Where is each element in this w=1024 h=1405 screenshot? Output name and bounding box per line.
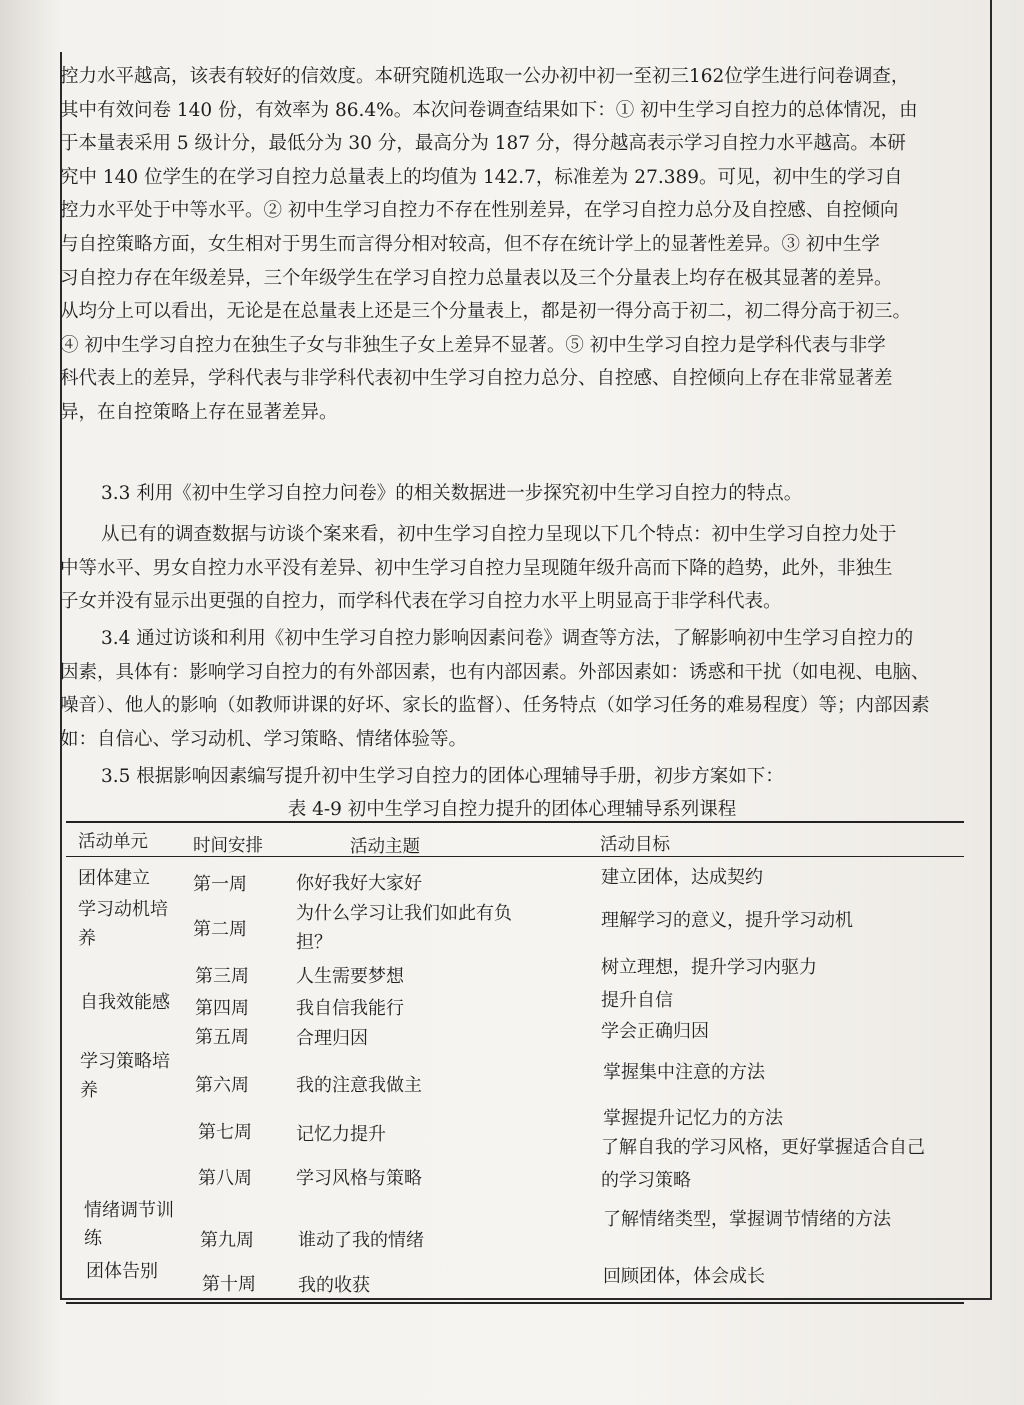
text-line: 与自控策略方面，女生相对于男生而言得分相对较高，但不存在统计学上的显著性差异。③ 初中生学	[60, 233, 880, 255]
table-bottom-rule	[66, 1302, 964, 1304]
frame-bottom-border	[60, 1298, 992, 1300]
goal-cell: 掌握集中注意的方法	[603, 1062, 765, 1083]
paragraph-survey-results	[60, 60, 975, 430]
text-line: ④ 初中生学习自控力在独生子女与非独生子女上差异不显著。⑤ 初中生学习自控力是学科代表与非学	[60, 334, 886, 356]
goal-cell: 建立团体，达成契约	[601, 867, 763, 888]
unit-cell: 养	[80, 1080, 98, 1101]
text-line: 3.3 利用《初中生学习自控力问卷》的相关数据进一步探究初中生学习自控力的特点。	[101, 483, 803, 504]
theme-cell: 学习风格与策略	[296, 1168, 422, 1189]
theme-cell: 记忆力提升	[296, 1124, 386, 1145]
theme-cell: 担？	[296, 932, 332, 953]
theme-cell: 人生需要梦想	[296, 966, 404, 987]
week-cell: 第三周	[195, 966, 249, 987]
text-line: 从已有的调查数据与访谈个案来看，初中生学习自控力呈现以下几个特点：初中生学习自控力处于	[101, 524, 897, 545]
text-line: 从均分上可以看出，无论是在总量表上还是三个分量表上，都是初一得分高于初二，初二得分高于初三。	[60, 301, 912, 323]
text-line: 于本量表采用 5 级计分，最低分为 30 分，最高分为 187 分，得分越高表示学习自控力水平越高。本研	[60, 133, 906, 155]
frame-right-border	[990, 0, 992, 1300]
goal-cell: 回顾团体，体会成长	[603, 1266, 765, 1287]
text-line: 3.5 根据影响因素编写提升初中生学习自控力的团体心理辅导手册，初步方案如下：	[101, 766, 784, 787]
unit-cell: 团体告别	[86, 1261, 158, 1282]
week-cell: 第五周	[195, 1027, 249, 1048]
theme-cell: 谁动了我的情绪	[298, 1230, 424, 1251]
week-cell: 第二周	[193, 919, 247, 940]
text-line: 异，在自控策略上存在显著差异。	[60, 401, 338, 423]
text-line: 中等水平、男女自控力水平没有差异、初中生学习自控力呈现随年级升高而下降的趋势，此外，非独生	[60, 557, 893, 579]
unit-cell: 情绪调节训	[84, 1200, 174, 1221]
week-cell: 第十周	[202, 1274, 256, 1295]
goal-cell: 学会正确归因	[601, 1021, 709, 1042]
goal-cell: 理解学习的意义，提升学习动机	[601, 910, 853, 931]
unit-cell: 练	[84, 1228, 102, 1249]
theme-cell: 我自信我能行	[296, 998, 404, 1019]
theme-cell: 合理归因	[296, 1028, 368, 1049]
goal-cell: 的学习策略	[601, 1170, 691, 1191]
goal-cell: 提升自信	[601, 990, 673, 1011]
text-line: 科代表上的差异，学科代表与非学科代表初中生学习自控力总分、自控感、自控倾向上存在非常显著差	[60, 368, 893, 390]
theme-cell: 我的注意我做主	[296, 1075, 422, 1096]
text-line: 习自控力存在年级差异，三个年级学生在学习自控力总量表以及三个分量表上均存在极其显著的差异。	[60, 267, 893, 289]
table-caption: 表 4-9 初中生学习自控力提升的团体心理辅导系列课程	[287, 799, 737, 820]
week-cell: 第六周	[195, 1075, 249, 1096]
goal-cell: 了解自我的学习风格，更好掌握适合自己	[601, 1137, 925, 1158]
theme-cell: 为什么学习让我们如此有负	[296, 903, 512, 924]
text-line: 控力水平越高，该表有较好的信效度。本研究随机选取一公办初中初一至初三162位学生进行问卷调查，	[60, 66, 910, 87]
week-cell: 第四周	[195, 998, 249, 1019]
goal-cell: 了解情绪类型，掌握调节情绪的方法	[603, 1209, 891, 1230]
unit-cell: 学习策略培	[80, 1051, 170, 1072]
goal-cell: 树立理想，提升学习内驱力	[601, 957, 817, 978]
header-schedule: 时间安排	[193, 836, 263, 856]
paragraph-3-3	[60, 477, 1016, 511]
text-line: 究中 140 位学生的在学习自控力总量表上的均值为 142.7，标准差为 27.389。可见，初中生的学习自	[60, 166, 903, 188]
theme-cell: 你好我好大家好	[296, 873, 422, 894]
week-cell: 第九周	[200, 1230, 254, 1251]
unit-cell: 学习动机培	[78, 899, 168, 920]
paragraph-features	[60, 518, 975, 619]
unit-cell: 自我效能感	[80, 992, 170, 1013]
week-cell: 第七周	[198, 1122, 252, 1143]
unit-cell: 团体建立	[78, 868, 150, 889]
text-line: 噪音）、他人的影响（如教师讲课的好坏、家长的监督）、任务特点（如学习任务的难易程度）等；内部因素	[60, 695, 930, 717]
text-line: 控力水平处于中等水平。② 初中生学习自控力不存在性别差异，在学习自控力总分及自控感、自控倾向	[60, 200, 899, 222]
header-theme: 活动主题	[350, 837, 420, 857]
week-cell: 第一周	[193, 874, 247, 895]
goal-cell: 掌握提升记忆力的方法	[603, 1108, 783, 1129]
table-top-rule	[66, 821, 964, 823]
paragraph-3-5	[60, 760, 1016, 794]
unit-cell: 养	[78, 928, 96, 949]
header-goal: 活动目标	[600, 835, 670, 855]
week-cell: 第八周	[198, 1168, 252, 1189]
text-line: 3.4 通过访谈和利用《初中生学习自控力影响因素问卷》调查等方法，了解影响初中生学习自控力的	[101, 628, 914, 649]
text-line: 子女并没有显示出更强的自控力，而学科代表在学习自控力水平上明显高于非学科代表。	[60, 591, 782, 613]
text-line: 因素，具体有：影响学习自控力的有外部因素，也有内部因素。外部因素如：诱惑和干扰（如电视、电脑、	[60, 661, 930, 683]
theme-cell: 我的收获	[298, 1275, 370, 1296]
paragraph-3-4	[60, 622, 975, 756]
text-line: 其中有效问卷 140 份，有效率为 86.4%。本次问卷调查结果如下：① 初中生学习自控力的总体情况，由	[60, 99, 918, 121]
text-line: 如：自信心、学习动机、学习策略、情绪体验等。	[60, 728, 468, 750]
header-activity-unit: 活动单元	[78, 832, 148, 852]
